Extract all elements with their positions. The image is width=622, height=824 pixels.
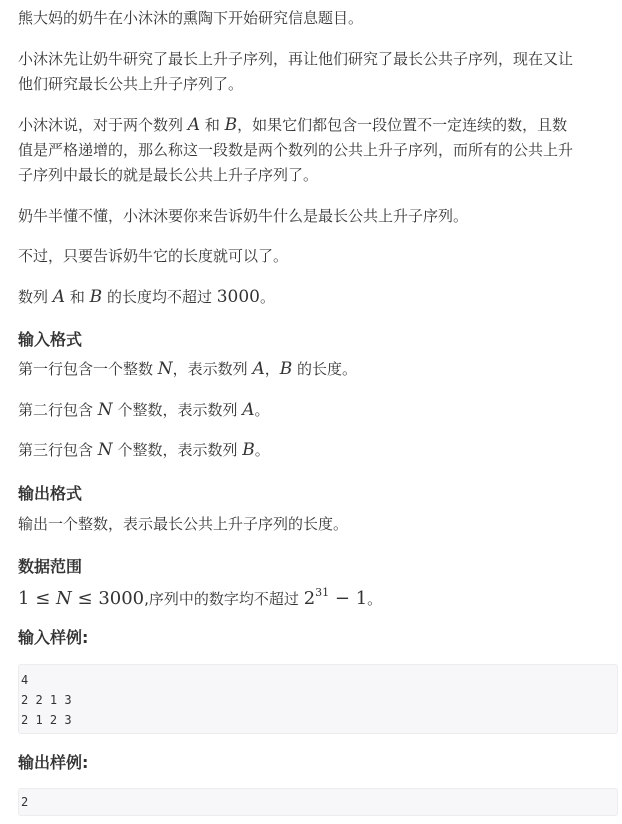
intro-paragraph — [18, 6, 614, 31]
data-range-line — [18, 586, 614, 612]
math-var-N: N — [157, 359, 173, 379]
math-var-B: B — [89, 287, 103, 307]
input-line1-text-a: 第一行包含一个整数 — [18, 360, 154, 378]
background-text-2: 他们研究最长公共上升子序列了。 — [18, 75, 244, 93]
output-format-line1 — [18, 512, 614, 537]
math-var-N: N — [56, 588, 72, 609]
math-var-B: B — [224, 115, 238, 135]
note-paragraph — [18, 244, 614, 269]
length-text-c: 的长度均不超过 — [106, 288, 212, 306]
definition-text-1a: 小沐沐说，对于两个数列 — [18, 116, 184, 134]
math-number-2: 2 — [303, 588, 316, 609]
math-le-symbol: ≤ — [77, 588, 93, 609]
background-paragraph-line2 — [18, 72, 614, 97]
input-format-line2 — [18, 398, 614, 423]
sample-output-heading: 输出样例: — [18, 753, 89, 772]
input-line3-text-a: 第三行包含 — [18, 441, 94, 459]
sample-input-heading: 输入样例: — [18, 628, 89, 647]
input-line1-text-d: 的长度。 — [297, 360, 358, 378]
sample-input-code-block — [18, 664, 618, 734]
input-line2-text-b: 个整数，表示数列 — [117, 401, 238, 419]
definition-text-1b: 和 — [204, 116, 220, 134]
math-le-symbol: ≤ — [35, 588, 51, 609]
code-line: 2 — [21, 795, 29, 809]
definition-paragraph-line2 — [18, 138, 614, 163]
output-format-heading: 输出格式 — [18, 484, 83, 503]
math-var-N: N — [97, 400, 113, 420]
code-line: 2 2 1 3 — [21, 693, 72, 707]
data-range-power-expression — [304, 588, 367, 609]
math-exponent-31: 31 — [315, 586, 330, 599]
input-format-line1 — [18, 357, 614, 382]
math-var-A: A — [52, 287, 66, 307]
input-line1-text-c: ， — [264, 360, 280, 378]
math-var-B: B — [279, 359, 293, 379]
input-line2-text-a: 第二行包含 — [18, 401, 94, 419]
length-text-d: 。 — [260, 288, 276, 306]
data-range-end: 。 — [367, 590, 383, 608]
math-minus-symbol: − — [334, 588, 350, 609]
math-number-1: 1 — [18, 588, 30, 609]
data-range-heading: 数据范围 — [18, 557, 83, 576]
math-number-3000: 3000 — [216, 287, 260, 307]
task-paragraph — [18, 204, 614, 229]
code-line: 2 1 2 3 — [21, 713, 72, 727]
definition-text-1c: ，如果它们都包含一段位置不一定连续的数，且数 — [237, 116, 568, 134]
math-number-3000: 3000 — [98, 588, 145, 609]
definition-text-3: 子序列中最长的就是最长公共上升子序列了。 — [18, 166, 319, 184]
background-paragraph-line1 — [18, 47, 614, 72]
math-var-B: B — [242, 440, 255, 460]
intro-text: 熊大妈的奶牛在小沐沐的熏陶下开始研究信息题目。 — [18, 9, 364, 27]
background-text-1: 小沐沐先让奶牛研究了最长上升子序列，再让他们研究了最长公共子序列，现在又让 — [18, 50, 574, 68]
input-format-line3 — [18, 438, 614, 463]
input-line2-text-c: 。 — [254, 401, 270, 419]
sample-output-code-block — [18, 788, 618, 816]
math-var-A: A — [242, 400, 255, 420]
note-text: 不过，只要告诉奶牛它的长度就可以了。 — [18, 247, 289, 265]
math-var-A: A — [187, 115, 201, 135]
length-paragraph — [18, 285, 614, 310]
input-line3-text-c: 。 — [254, 441, 270, 459]
math-var-A: A — [252, 359, 265, 379]
length-text-b: 和 — [69, 288, 85, 306]
task-text: 奶牛半懂不懂，小沐沐要你来告诉奶牛什么是最长公共上升子序列。 — [18, 207, 469, 225]
definition-paragraph-line1 — [18, 113, 614, 138]
math-var-N: N — [97, 440, 113, 460]
output-line1-text: 输出一个整数，表示最长公共上升子序列的长度。 — [18, 515, 349, 533]
length-text-a: 数列 — [18, 288, 49, 306]
definition-text-2: 值是严格递增的，那么称这一段数是两个数列的公共上升子序列，而所有的公共上升 — [18, 141, 574, 159]
math-number-1: 1 — [355, 588, 368, 609]
code-line: 4 — [21, 673, 29, 687]
data-range-expression — [18, 588, 144, 609]
data-range-text: ,序列中的数字均不超过 — [144, 590, 299, 608]
definition-paragraph-line3 — [18, 163, 614, 188]
input-line3-text-b: 个整数，表示数列 — [117, 441, 238, 459]
input-format-heading: 输入格式 — [18, 330, 83, 349]
input-line1-text-b: ，表示数列 — [172, 360, 248, 378]
